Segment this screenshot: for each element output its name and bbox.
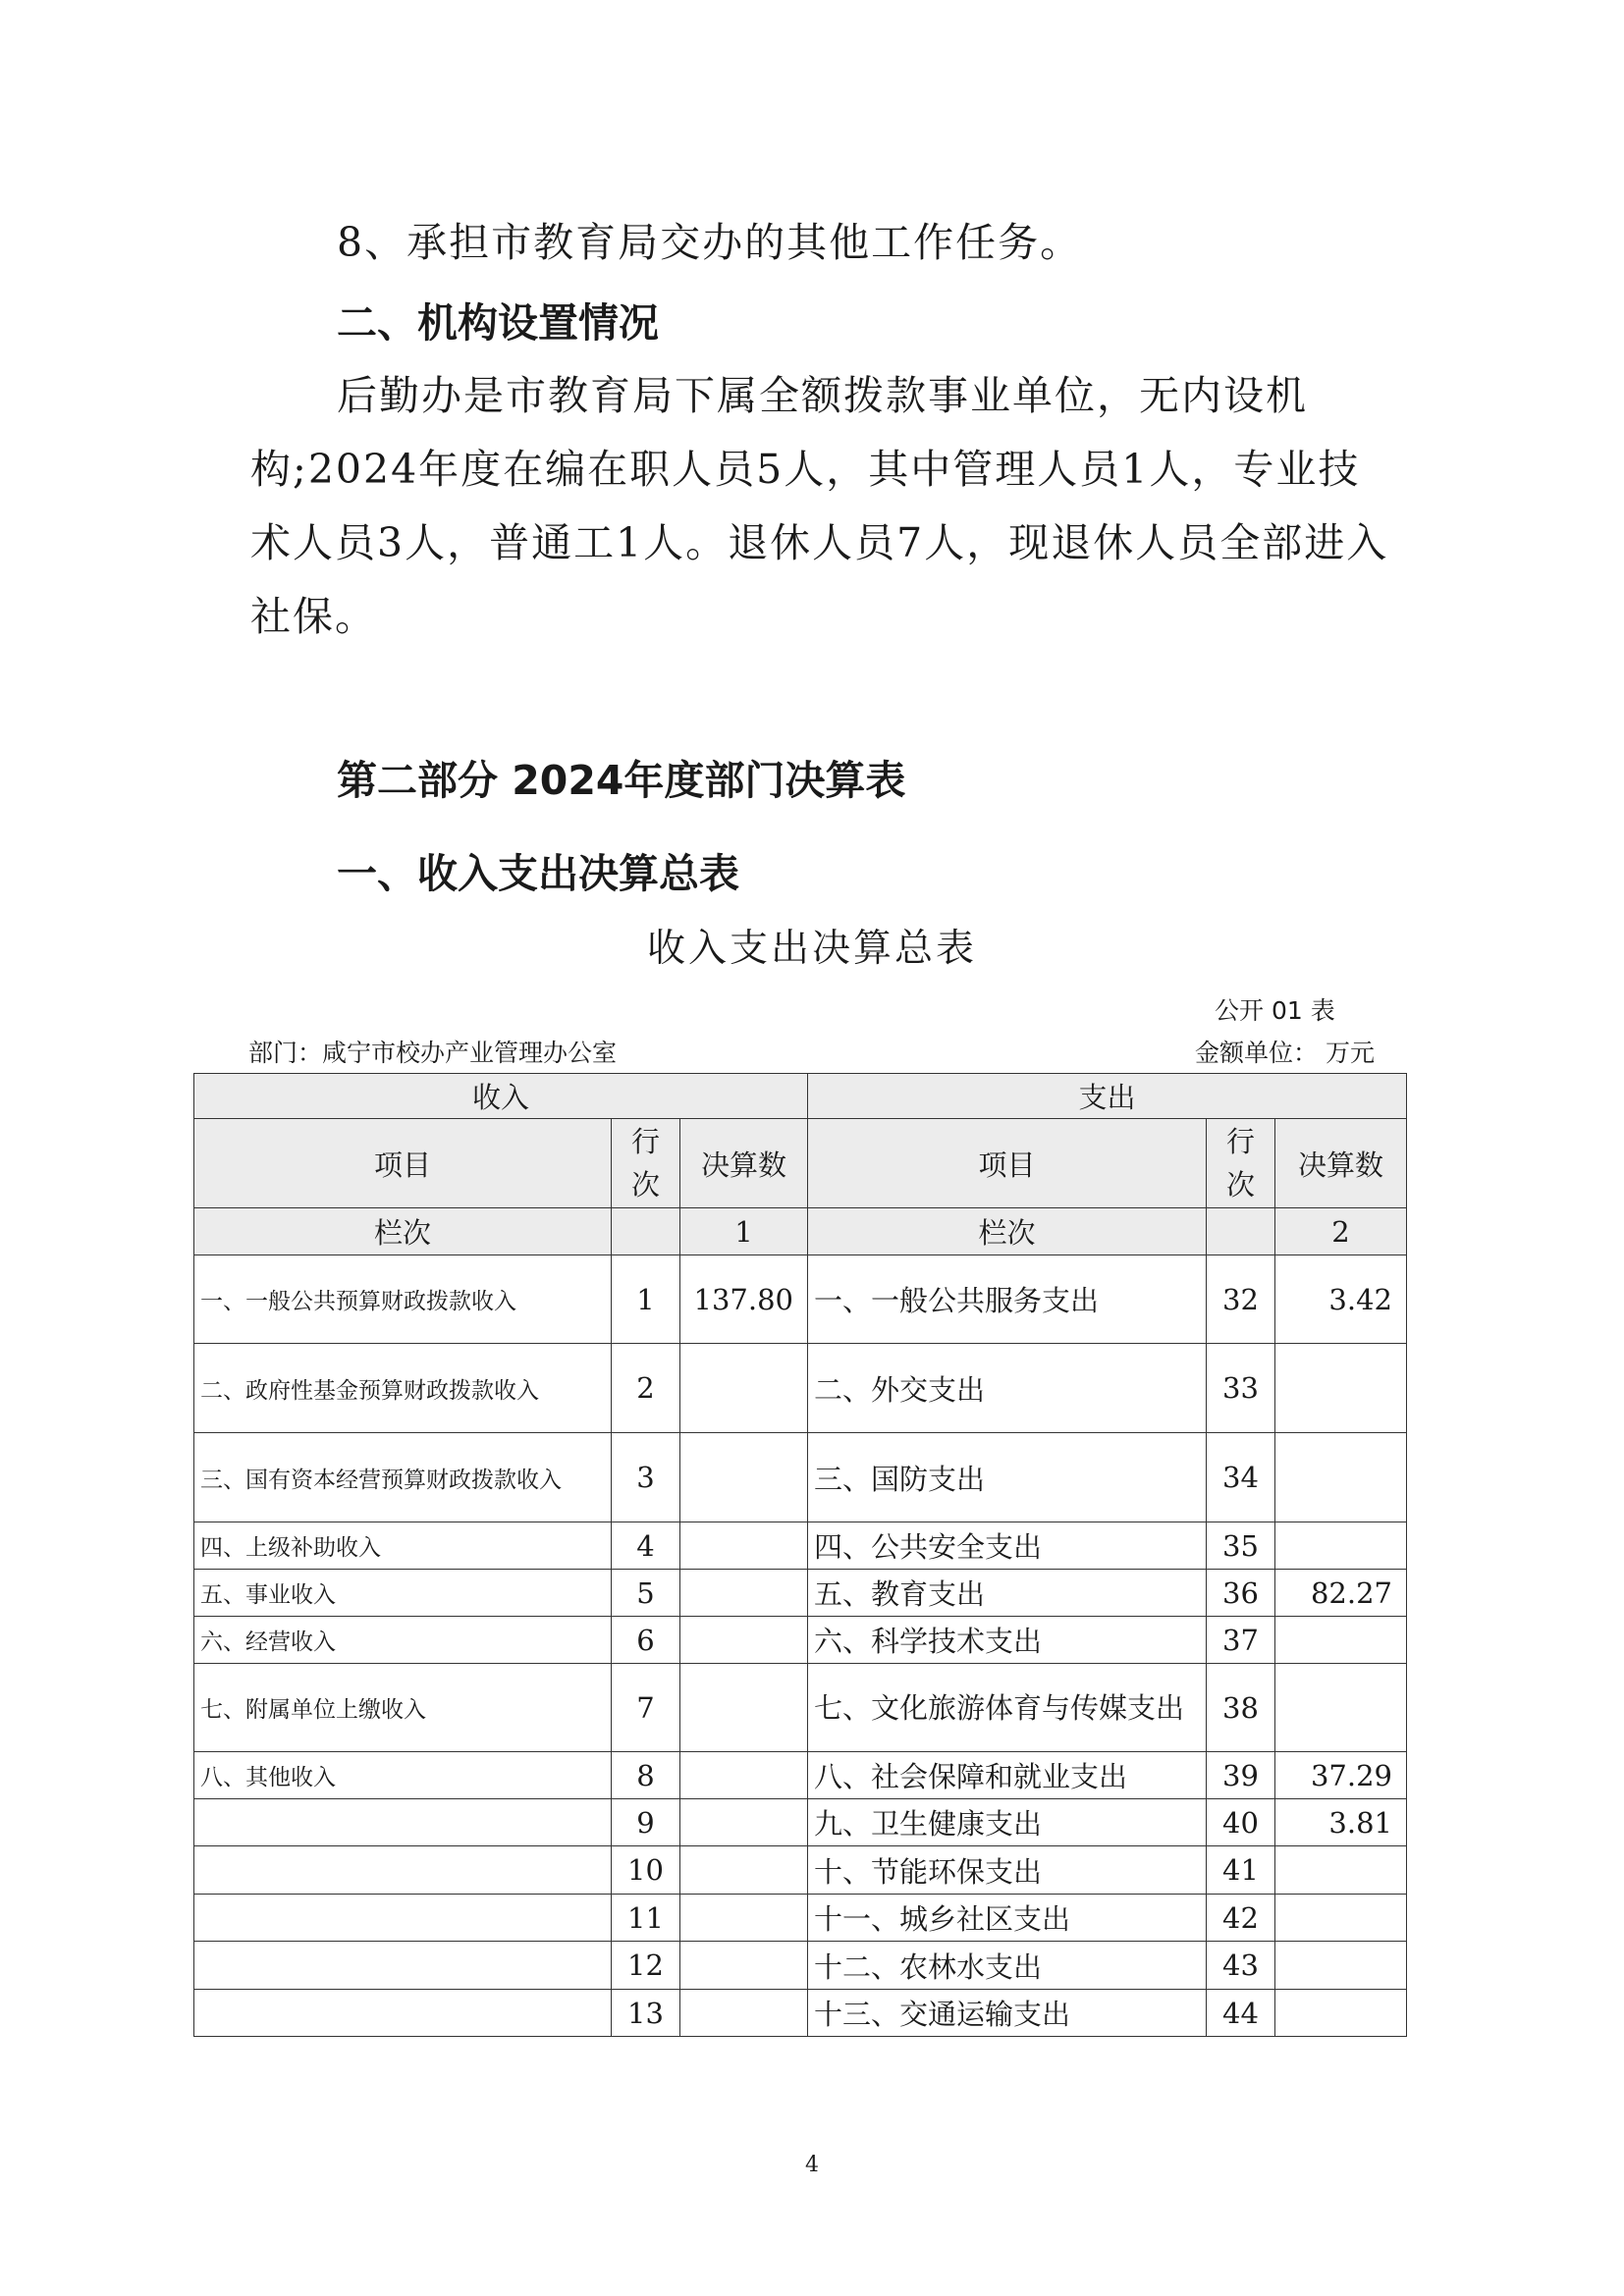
expense-line-no: 37 — [1207, 1617, 1275, 1664]
table-row — [194, 1255, 1407, 1344]
duty-item-8: 8、承担市教育局交办的其他工作任务。 — [337, 219, 1083, 266]
income-column-label: 栏次 — [194, 1208, 612, 1255]
income-item: 七、附属单位上缴收入 — [194, 1664, 612, 1752]
expense-column-index-blank — [1207, 1208, 1275, 1255]
income-line-no: 4 — [612, 1522, 680, 1570]
table-row — [194, 1846, 1407, 1895]
part-two-subtitle: 一、收入支出决算总表 — [337, 850, 739, 897]
table-row — [194, 1344, 1407, 1433]
income-amount — [680, 1846, 808, 1895]
table-row — [194, 1942, 1407, 1990]
income-amount — [680, 1990, 808, 2037]
expense-amount — [1275, 1846, 1407, 1895]
income-line-no-header: 行次 — [612, 1119, 680, 1208]
table-row — [194, 1664, 1407, 1752]
expense-line-no: 41 — [1207, 1846, 1275, 1895]
income-line-no: 12 — [612, 1942, 680, 1990]
expense-header: 支出 — [808, 1074, 1407, 1119]
income-amount — [680, 1433, 808, 1522]
income-line-no: 10 — [612, 1846, 680, 1895]
income-item — [194, 1799, 612, 1846]
expense-item: 五、教育支出 — [808, 1570, 1207, 1617]
table-row — [194, 1570, 1407, 1617]
income-expense-table — [193, 1073, 1407, 2037]
income-amount — [680, 1664, 808, 1752]
income-amount — [680, 1522, 808, 1570]
income-item: 一、一般公共预算财政拨款收入 — [194, 1255, 612, 1344]
expense-item: 十一、城乡社区支出 — [808, 1895, 1207, 1942]
expense-item: 十二、农林水支出 — [808, 1942, 1207, 1990]
expense-line-no: 35 — [1207, 1522, 1275, 1570]
income-amount — [680, 1344, 808, 1433]
expense-amount: 3.81 — [1275, 1799, 1407, 1846]
table-column-index-row — [194, 1208, 1407, 1255]
income-amount: 137.80 — [680, 1255, 808, 1344]
income-line-no: 6 — [612, 1617, 680, 1664]
part-two-title: 第二部分 2024年度部门决算表 — [337, 757, 906, 804]
expense-item: 一、一般公共服务支出 — [808, 1255, 1207, 1344]
income-item: 八、其他收入 — [194, 1752, 612, 1799]
income-item: 三、国有资本经营预算财政拨款收入 — [194, 1433, 612, 1522]
expense-amount: 82.27 — [1275, 1570, 1407, 1617]
income-line-no: 2 — [612, 1344, 680, 1433]
income-line-no: 3 — [612, 1433, 680, 1522]
income-amount — [680, 1942, 808, 1990]
income-amount-header: 决算数 — [680, 1119, 808, 1208]
expense-amount — [1275, 1942, 1407, 1990]
income-line-no: 1 — [612, 1255, 680, 1344]
table-row — [194, 1752, 1407, 1799]
expense-line-no: 36 — [1207, 1570, 1275, 1617]
income-item: 五、事业收入 — [194, 1570, 612, 1617]
income-amount — [680, 1895, 808, 1942]
expense-item: 九、卫生健康支出 — [808, 1799, 1207, 1846]
expense-line-no-header: 行次 — [1207, 1119, 1275, 1208]
table-row — [194, 1522, 1407, 1570]
income-column-index: 1 — [680, 1208, 808, 1255]
expense-item: 八、社会保障和就业支出 — [808, 1752, 1207, 1799]
income-column-index-blank — [612, 1208, 680, 1255]
expense-line-no: 39 — [1207, 1752, 1275, 1799]
income-line-no: 11 — [612, 1895, 680, 1942]
income-amount — [680, 1617, 808, 1664]
form-number: 公开 01 表 — [1215, 996, 1335, 1025]
income-item — [194, 1846, 612, 1895]
income-amount — [680, 1799, 808, 1846]
expense-amount — [1275, 1990, 1407, 2037]
table-column-header-row — [194, 1119, 1407, 1208]
expense-item: 十三、交通运输支出 — [808, 1990, 1207, 2037]
expense-line-no: 40 — [1207, 1799, 1275, 1846]
expense-amount-header: 决算数 — [1275, 1119, 1407, 1208]
table-row — [194, 1799, 1407, 1846]
income-line-no: 8 — [612, 1752, 680, 1799]
expense-line-no: 33 — [1207, 1344, 1275, 1433]
income-item: 四、上级补助收入 — [194, 1522, 612, 1570]
expense-line-no: 42 — [1207, 1895, 1275, 1942]
expense-line-no: 38 — [1207, 1664, 1275, 1752]
amount-unit-label: 金额单位： 万元 — [1195, 1039, 1375, 1067]
income-item-header: 项目 — [194, 1119, 612, 1208]
income-header: 收入 — [194, 1074, 808, 1119]
expense-amount — [1275, 1433, 1407, 1522]
expense-line-no: 34 — [1207, 1433, 1275, 1522]
income-amount — [680, 1752, 808, 1799]
expense-item: 七、文化旅游体育与传媒支出 — [808, 1664, 1207, 1752]
income-item — [194, 1895, 612, 1942]
table-section-header-row — [194, 1074, 1407, 1119]
table-title: 收入支出决算总表 — [646, 927, 977, 971]
table-row — [194, 1895, 1407, 1942]
organization-description: 后勤办是市教育局下属全额拨款事业单位，无内设机构;2024年度在编在职人员5人，其中管理人员1人，专业技术人员3人，普通工1人。退休人员7人，现退休人员全部进入社保。 — [250, 372, 1389, 640]
expense-line-no: 32 — [1207, 1255, 1275, 1344]
expense-item: 十、节能环保支出 — [808, 1846, 1207, 1895]
page-number: 4 — [805, 2153, 819, 2177]
expense-amount — [1275, 1617, 1407, 1664]
income-line-no: 5 — [612, 1570, 680, 1617]
expense-line-no: 43 — [1207, 1942, 1275, 1990]
expense-item: 二、外交支出 — [808, 1344, 1207, 1433]
expense-amount: 37.29 — [1275, 1752, 1407, 1799]
expense-item: 六、科学技术支出 — [808, 1617, 1207, 1664]
income-line-no: 9 — [612, 1799, 680, 1846]
expense-column-index: 2 — [1275, 1208, 1407, 1255]
table-row — [194, 1433, 1407, 1522]
income-item: 二、政府性基金预算财政拨款收入 — [194, 1344, 612, 1433]
expense-amount — [1275, 1522, 1407, 1570]
expense-item: 四、公共安全支出 — [808, 1522, 1207, 1570]
income-amount — [680, 1570, 808, 1617]
expense-line-no: 44 — [1207, 1990, 1275, 2037]
income-item — [194, 1990, 612, 2037]
income-item — [194, 1942, 612, 1990]
expense-amount: 3.42 — [1275, 1255, 1407, 1344]
department-label: 部门：咸宁市校办产业管理办公室 — [248, 1039, 618, 1067]
expense-amount — [1275, 1664, 1407, 1752]
income-item: 六、经营收入 — [194, 1617, 612, 1664]
section-title-organization: 二、机构设置情况 — [337, 299, 659, 347]
expense-amount — [1275, 1344, 1407, 1433]
table-row — [194, 1990, 1407, 2037]
expense-column-label: 栏次 — [808, 1208, 1207, 1255]
expense-amount — [1275, 1895, 1407, 1942]
expense-item-header: 项目 — [808, 1119, 1207, 1208]
expense-item: 三、国防支出 — [808, 1433, 1207, 1522]
income-line-no: 13 — [612, 1990, 680, 2037]
income-line-no: 7 — [612, 1664, 680, 1752]
table-row — [194, 1617, 1407, 1664]
